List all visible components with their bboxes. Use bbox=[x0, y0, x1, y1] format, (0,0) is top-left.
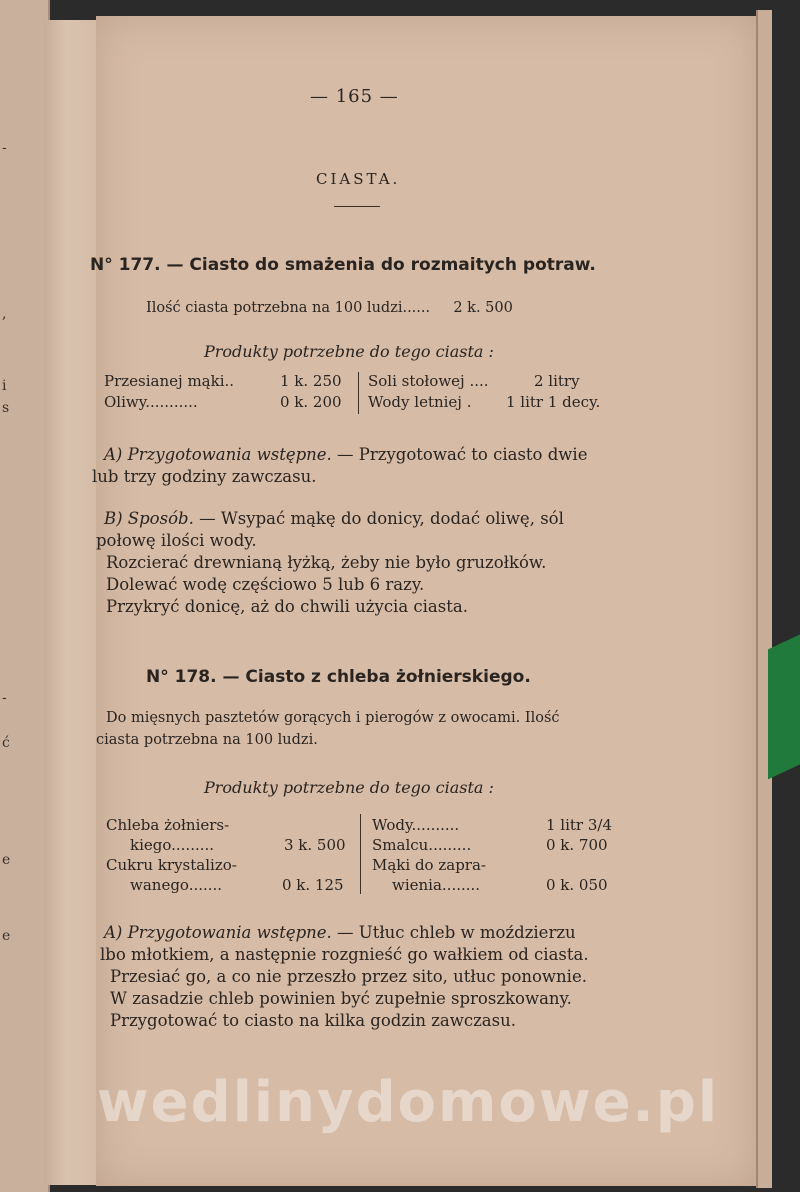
quantity-value: 2 k. 500 bbox=[453, 300, 513, 316]
method-line: Przykryć donicę, aż do chwili użycia ciasta. bbox=[106, 597, 468, 616]
ingredient-name: Smalcu......... bbox=[372, 836, 472, 854]
prep-paragraph bbox=[104, 444, 587, 466]
prep-text: — Przygotować to ciasto dwie bbox=[331, 445, 588, 464]
ingredient-amount: 0 k. 200 bbox=[280, 393, 342, 411]
ingredients-heading: Produkty potrzebne do tego ciasta : bbox=[204, 778, 494, 797]
quantity-line bbox=[146, 300, 513, 316]
ingredient-name: wienia........ bbox=[392, 876, 481, 894]
ingredient-name: Soli stołowej .... bbox=[368, 372, 489, 390]
recipe-number: N° 177. bbox=[90, 255, 161, 275]
prep-line: Przygotować to ciasto na kilka godzin zawczasu. bbox=[110, 1011, 516, 1030]
ingredient-name: Chleba żołniers- bbox=[106, 816, 230, 834]
ingredient-name: kiego......... bbox=[130, 836, 215, 854]
recipe-title: — Ciasto do smażenia do rozmaitych potraw. bbox=[166, 255, 596, 275]
method-paragraph bbox=[104, 508, 564, 530]
method-text: — Wsypać mąkę do donicy, dodać oliwę, sól bbox=[193, 509, 564, 528]
ingredient-name: Wody.......... bbox=[372, 816, 460, 834]
intro-line: ciasta potrzebna na 100 ludzi. bbox=[96, 732, 318, 748]
page-edge-right bbox=[756, 10, 772, 1188]
book-spine bbox=[44, 20, 100, 1185]
section-title: CIASTA. bbox=[316, 170, 401, 188]
ingredient-name: Oliwy........... bbox=[104, 393, 198, 411]
recipe-title: — Ciasto z chleba żołnierskiego. bbox=[222, 667, 531, 687]
ingredient-name: wanego....... bbox=[130, 876, 223, 894]
ingredient-amount: 1 litr 1 decy. bbox=[506, 393, 601, 411]
method-line: Dolewać wodę częściowo 5 lub 6 razy. bbox=[106, 575, 425, 594]
method-label: B) Sposób. bbox=[104, 509, 194, 528]
ingredient-amount: 1 k. 250 bbox=[280, 372, 342, 390]
table-divider bbox=[360, 814, 361, 894]
ingredient-amount: 1 litr 3/4 bbox=[546, 816, 613, 834]
ingredient-amount: 0 k. 125 bbox=[282, 876, 344, 894]
prep-label: A) Przygotowania wstępne. bbox=[104, 445, 332, 464]
prep-line: lbo młotkiem, a następnie rozgnieść go wałkiem od ciasta. bbox=[100, 945, 589, 964]
ingredient-amount: 0 k. 050 bbox=[546, 876, 608, 894]
ingredients-heading: Produkty potrzebne do tego ciasta : bbox=[204, 342, 494, 361]
recipe-number: N° 178. bbox=[146, 667, 217, 687]
prep-paragraph bbox=[104, 922, 576, 944]
prep-line: W zasadzie chleb powinien być zupełnie sproszkowany. bbox=[110, 989, 572, 1008]
left-page-edge: - , i s - ć e e bbox=[0, 0, 50, 1192]
ingredient-name: Cukru krystalizo- bbox=[106, 856, 237, 874]
recipe-178-heading bbox=[146, 667, 531, 687]
prep-text: — Utłuc chleb w moździerzu bbox=[331, 923, 576, 942]
page-number: — 165 — bbox=[310, 86, 399, 107]
intro-line: Do mięsnych pasztetów gorących i pierogów z owocami. Ilość bbox=[106, 710, 560, 726]
method-line: połowę ilości wody. bbox=[96, 531, 257, 550]
method-line: Rozcierać drewnianą łyżką, żeby nie było gruzołków. bbox=[106, 553, 547, 572]
ingredient-amount: 3 k. 500 bbox=[284, 836, 346, 854]
prep-text-line: lub trzy godziny zawczasu. bbox=[92, 467, 317, 486]
ingredient-name: Mąki do zapra- bbox=[372, 856, 486, 874]
prep-line: Przesiać go, a co nie przeszło przez sito, utłuc ponownie. bbox=[110, 967, 587, 986]
watermark-text: wedlinydomowe.pl bbox=[96, 1070, 720, 1135]
prep-label: A) Przygotowania wstępne. bbox=[104, 923, 332, 942]
bookmark-tab bbox=[768, 631, 800, 780]
ingredient-name: Przesianej mąki.. bbox=[104, 372, 235, 390]
recipe-177-heading bbox=[90, 255, 596, 275]
ingredient-amount: 0 k. 700 bbox=[546, 836, 608, 854]
quantity-label: Ilość ciasta potrzebna na 100 ludzi...... bbox=[146, 300, 431, 316]
title-rule bbox=[334, 206, 380, 207]
table-divider bbox=[358, 372, 359, 414]
ingredient-amount: 2 litry bbox=[534, 372, 580, 390]
ingredient-name: Wody letniej . bbox=[368, 393, 472, 411]
